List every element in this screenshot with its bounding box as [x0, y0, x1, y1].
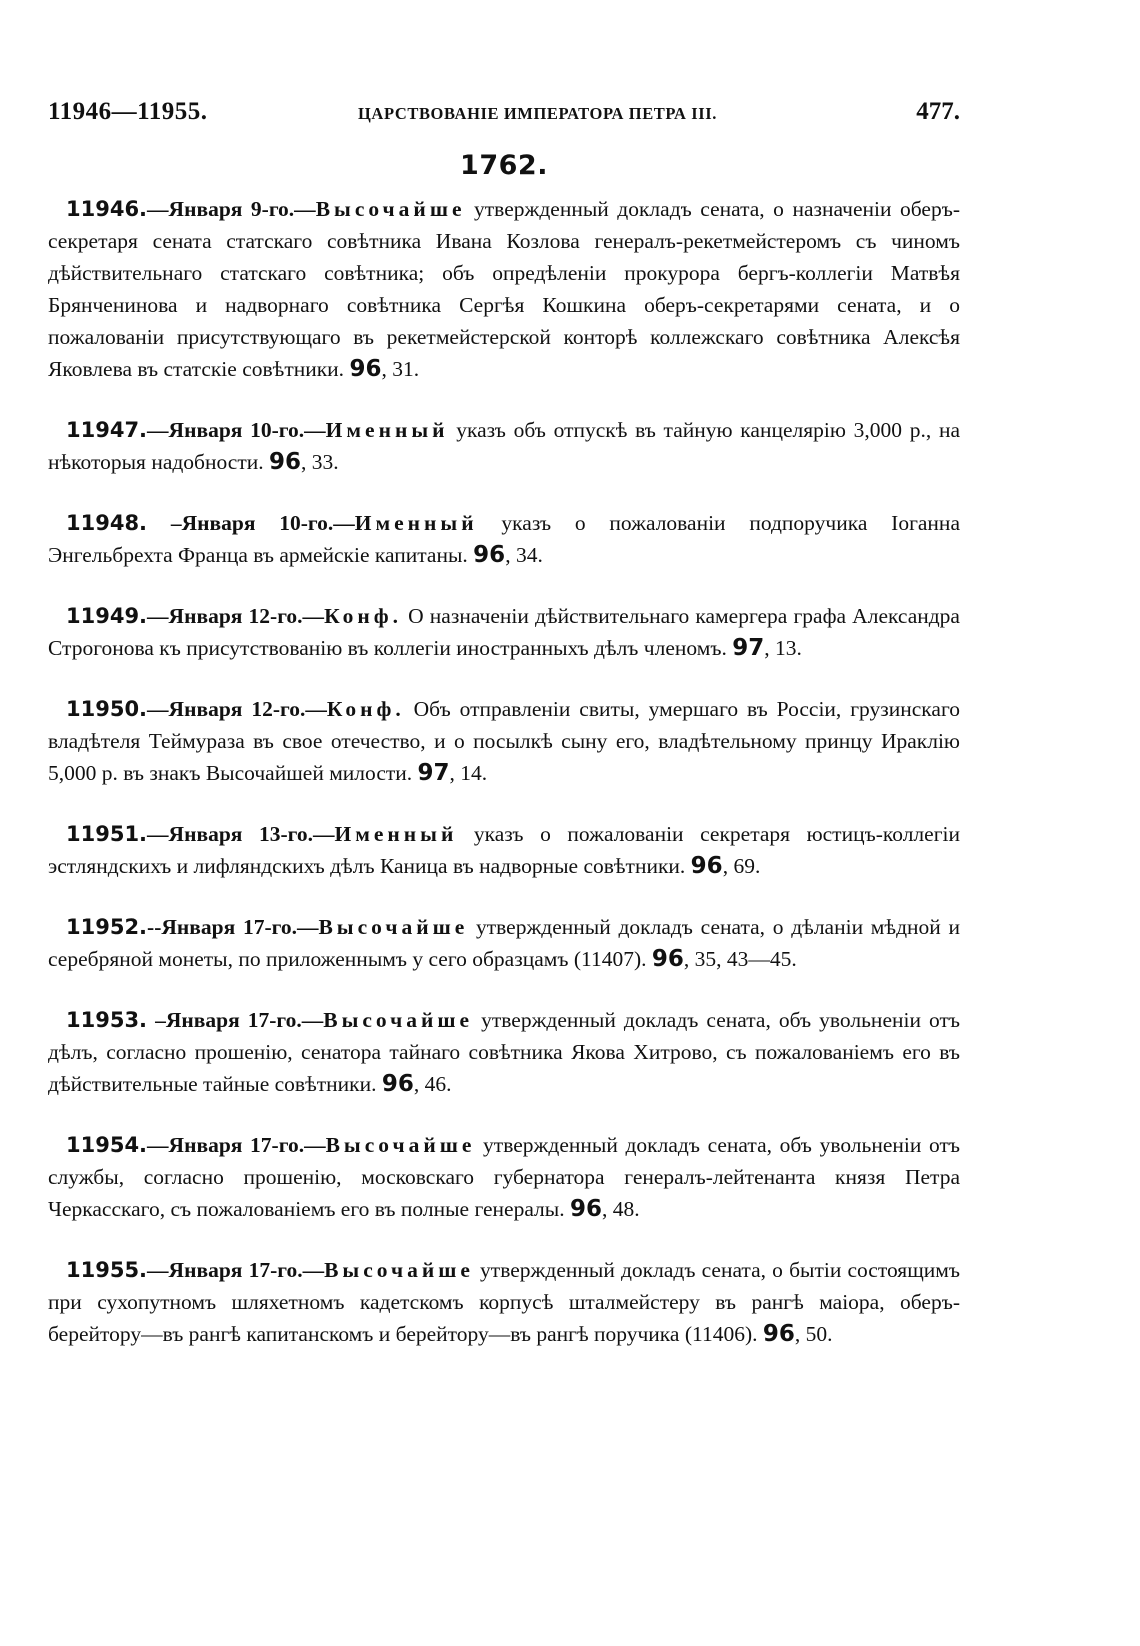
entry-pages: , 50. [794, 1322, 833, 1346]
entry-number: 11949. [66, 604, 148, 628]
entry-volume: 96 [651, 946, 684, 972]
entry-11951 [48, 818, 960, 882]
entry-type: Именный [354, 511, 478, 535]
entry-date: —Января 9-го.— [147, 197, 316, 221]
entry-type: Именный [325, 418, 449, 442]
entry-text: указъ о пожалованіи секретаря юстицъ-коллегіи эстляндскихъ и лифляндскихъ дѣлъ Каница въ надворные совѣтники. [48, 822, 960, 878]
page-number: 477. [916, 98, 960, 125]
document-page [48, 92, 960, 1379]
entry-text: утвержденный докладъ сената, о дѣланіи мѣдной и серебряной монеты, по приложеннымъ у сего образцамъ (11407). [48, 915, 960, 971]
entry-text: указъ о пожалованіи подпоручика Іоганна Энгельбрехта Франца въ армейскіе капитаны. [48, 511, 960, 567]
entry-volume: 96 [349, 356, 382, 382]
entry-date: —Января 13-го.— [147, 822, 335, 846]
entry-number: 11953. [66, 1008, 148, 1032]
entry-text: О назначеніи дѣйствительнаго камергера графа Александра Строгонова къ присутствованію въ коллегіи иностранныхъ дѣлъ членомъ. [48, 604, 960, 660]
entry-type: Конф. [324, 604, 402, 628]
entry-11949 [48, 600, 960, 664]
entry-pages: , 33. [301, 450, 339, 474]
entries-list [48, 193, 960, 1350]
running-head [48, 92, 960, 132]
entry-volume: 96 [473, 542, 506, 568]
entry-11947 [48, 414, 960, 478]
entry-11953 [48, 1004, 960, 1100]
entry-type: Высочайше [325, 1133, 476, 1157]
entry-date: –Января 17-го.— [147, 1008, 324, 1032]
entry-date: --Января 17-го.— [147, 915, 319, 939]
entry-number: 11948. [66, 511, 148, 535]
entry-text: утвержденный докладъ сената, объ увольненіи отъ службы, согласно прошенію, московскаго губернатора генералъ-лейтенанта князя Петра Черкасскаго, съ пожалованіемъ его въ полные генералы. [48, 1133, 960, 1221]
entry-11950 [48, 693, 960, 789]
entry-11946 [48, 193, 960, 385]
entry-pages: , 14. [449, 761, 488, 785]
entry-pages: , 34. [505, 543, 543, 567]
entry-number: 11947. [66, 418, 148, 442]
entry-type: Высочайше [318, 915, 469, 939]
entry-number: 11955. [66, 1258, 148, 1282]
entry-number: 11952. [66, 915, 148, 939]
entry-text: утвержденный докладъ сената, о бытіи состоящимъ при сухопутномъ шляхетномъ кадетскомъ корпусѣ шталмейстеру въ рангѣ маіора, оберъ-берейтору—въ рангѣ капитанскомъ и берейтору—въ рангѣ поручика (11406). [48, 1258, 960, 1346]
entry-date: –Января 10-го.— [147, 511, 355, 535]
entry-volume: 96 [569, 1196, 602, 1222]
entry-number: 11946. [66, 197, 148, 221]
entry-11952 [48, 911, 960, 975]
running-title: ЦАРСТВОВАНІЕ ИМПЕРАТОРА ПЕТРА III. [358, 104, 718, 123]
entry-date: —Января 17-го.— [147, 1258, 325, 1282]
entry-number: 11950. [66, 697, 148, 721]
entry-pages: , 69. [722, 854, 761, 878]
entry-type: Высочайше [324, 1258, 474, 1282]
entry-volume: 96 [762, 1321, 795, 1347]
entry-text: утвержденный докладъ сената, о назначеніи оберъ-секретаря сената статскаго совѣтника Ивана Козлова генералъ-рекетмейстеромъ съ чиномъ дѣйствительнаго статскаго совѣтника; объ опредѣленіи прокурора бергъ-коллегіи Матвѣя Брянченинова и надворнаго совѣтника Сергѣя Кошкина оберъ-секретарями сената, и о пожалованіи присутствующаго въ рекетмейстерской конторѣ коллежскаго совѣтника Алексѣя Яковлева въ статскіе совѣтники. [48, 197, 960, 381]
entry-type: Высочайше [315, 197, 466, 221]
entry-volume: 96 [381, 1071, 414, 1097]
entry-date: —Января 10-го.— [147, 418, 326, 442]
entry-range: 11946—11955. [48, 98, 208, 125]
entry-pages: , 48. [602, 1197, 640, 1221]
entry-date: —Января 12-го.— [147, 697, 327, 721]
entry-number: 11954. [66, 1133, 148, 1157]
entry-type: Именный [334, 822, 458, 846]
entry-volume: 97 [732, 635, 765, 661]
entry-volume: 97 [417, 760, 450, 786]
entry-11955 [48, 1254, 960, 1350]
entry-text: утвержденный докладъ сената, объ увольненіи отъ дѣлъ, согласно прошенію, сенатора тайнаго совѣтника Якова Хитрово, съ пожалованіемъ его въ дѣйствительные тайные совѣтники. [48, 1008, 960, 1096]
entry-type: Конф. [326, 697, 405, 721]
entry-11954 [48, 1129, 960, 1225]
entry-volume: 96 [268, 449, 301, 475]
entry-text: указъ объ отпускѣ въ тайную канцелярію 3,000 р., на нѣкоторыя надобности. [48, 418, 960, 474]
entry-11948 [48, 507, 960, 571]
entry-volume: 96 [690, 853, 723, 879]
entry-text: Объ отправленіи свиты, умершаго въ Россіи, грузинскаго владѣтеля Теймураза въ свое отечество, и о посылкѣ сыну его, владѣтельному принцу Ираклію 5,000 р. въ знакъ Высочайшей милости. [48, 697, 960, 785]
entry-pages: , 35, 43—45. [683, 947, 797, 971]
entry-pages: , 13. [764, 636, 802, 660]
entry-type: Высочайше [323, 1008, 474, 1032]
entry-date: —Января 17-го.— [147, 1133, 326, 1157]
year-heading: 1762. [460, 150, 548, 181]
entry-date: —Января 12-го.— [147, 604, 325, 628]
entry-number: 11951. [66, 822, 148, 846]
entry-pages: , 31. [381, 357, 420, 381]
entry-pages: , 46. [413, 1072, 452, 1096]
